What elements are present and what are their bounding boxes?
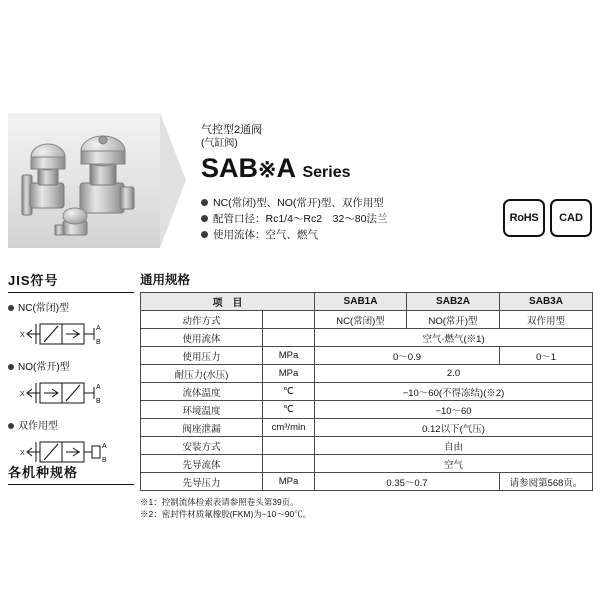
row-label: 阀座泄漏 <box>141 419 263 437</box>
jis-symbol-diagram-nc <box>18 318 134 350</box>
row-label: 耐压力(水压) <box>141 365 263 383</box>
model-spec-title: 各机种规格 <box>8 465 79 480</box>
row-unit: MPa <box>263 473 315 491</box>
row-value: NC(常闭)型 <box>315 311 407 329</box>
header-text-block <box>201 113 531 243</box>
row-value: 2.0 <box>315 365 593 383</box>
header-subtitle-2: (气缸阀) <box>201 138 238 149</box>
table-note: ※2：密封件材质氟橡胶(FKM)为−10〜90℃。 <box>140 509 312 519</box>
row-label: 环境温度 <box>141 401 263 419</box>
section-divider <box>8 292 134 293</box>
table-header-sab2a: SAB2A <box>407 293 500 311</box>
row-unit <box>263 455 315 473</box>
jis-symbol-section <box>8 270 134 476</box>
bullet-dot-icon <box>8 305 14 311</box>
svg-text:X: X <box>20 391 25 398</box>
table-header-sab3a: SAB3A <box>500 293 593 311</box>
row-unit: cm³/min <box>263 419 315 437</box>
row-label: 使用压力 <box>141 347 263 365</box>
svg-text:X: X <box>20 332 25 339</box>
row-unit <box>263 437 315 455</box>
row-value: −10〜60(不得冻结)(※2) <box>315 383 593 401</box>
spec-table-title: 通用规格 <box>140 273 191 287</box>
table-note: ※1：控制流体检索表请参照卷头第39页。 <box>140 497 299 507</box>
jis-symbol-label-double <box>8 417 134 432</box>
row-label: 先导压力 <box>141 473 263 491</box>
bullet-dot-icon <box>201 231 208 238</box>
table-row <box>141 473 593 491</box>
svg-text:A: A <box>96 325 101 332</box>
bullet-dot-icon <box>8 423 14 429</box>
row-label: 使用流体 <box>141 329 263 347</box>
series-word: Series <box>302 164 351 181</box>
table-row <box>141 419 593 437</box>
table-row <box>141 383 593 401</box>
row-unit <box>263 311 315 329</box>
row-value: 空气·燃气(※1) <box>315 329 593 347</box>
jis-symbol-text: NO(常开)型 <box>18 362 70 373</box>
feature-bullet <box>201 195 531 211</box>
banner-arrow <box>160 113 186 248</box>
table-row <box>141 311 593 329</box>
svg-text:B: B <box>96 398 101 405</box>
series-mark: ※ <box>258 157 277 182</box>
row-unit: ℃ <box>263 401 315 419</box>
row-value-reference[interactable]: 请参阅第568页。 <box>500 473 593 491</box>
table-row <box>141 401 593 419</box>
jis-symbol-diagram-no <box>18 377 134 409</box>
section-divider <box>8 484 134 485</box>
row-value: 双作用型 <box>500 311 593 329</box>
feature-bullet-text: 配管口径：Rc1/4〜Rc2 32〜80法兰 <box>213 213 388 225</box>
table-row <box>141 347 593 365</box>
jis-symbol-label-no <box>8 358 134 373</box>
bullet-dot-icon <box>8 364 14 370</box>
row-value: −10〜60 <box>315 401 593 419</box>
valve-illustration <box>8 113 160 248</box>
row-label: 动作方式 <box>141 311 263 329</box>
bullet-dot-icon <box>201 199 208 206</box>
row-value: 自由 <box>315 437 593 455</box>
table-header-row <box>141 293 593 311</box>
jis-symbol-label-nc <box>8 299 134 314</box>
jis-section-title: JIS符号 <box>8 273 59 288</box>
svg-text:B: B <box>102 457 107 464</box>
table-header-item: 项 目 <box>141 293 315 311</box>
table-row <box>141 329 593 347</box>
cad-badge: CAD <box>550 199 592 237</box>
jis-symbol-text: 双作用型 <box>18 421 58 432</box>
table-row <box>141 437 593 455</box>
row-value: 0〜0.9 <box>315 347 500 365</box>
row-label: 安装方式 <box>141 437 263 455</box>
feature-bullet <box>201 211 531 227</box>
row-unit: MPa <box>263 365 315 383</box>
header-subtitle-1: 气控型2通阀 <box>201 124 263 136</box>
rohs-badge: RoHS <box>503 199 545 237</box>
svg-text:A: A <box>102 443 107 450</box>
svg-text:X: X <box>20 450 25 457</box>
table-row <box>141 365 593 383</box>
row-value: 0.12以下(气压) <box>315 419 593 437</box>
table-header-sab1a: SAB1A <box>315 293 407 311</box>
row-value: NO(常开)型 <box>407 311 500 329</box>
series-suffix: A <box>276 153 295 183</box>
feature-bullets <box>201 195 531 243</box>
row-value: 0.35〜0.7 <box>315 473 500 491</box>
jis-symbol-text: NC(常闭)型 <box>18 303 70 314</box>
model-spec-section <box>8 462 134 491</box>
header-banner <box>8 113 592 248</box>
svg-text:B: B <box>96 339 101 346</box>
table-notes <box>140 496 592 520</box>
valve-symbol-no <box>18 377 122 409</box>
product-photo <box>8 113 160 248</box>
row-unit <box>263 329 315 347</box>
row-unit: MPa <box>263 347 315 365</box>
valve-symbol-nc <box>18 318 122 350</box>
row-label: 流体温度 <box>141 383 263 401</box>
svg-text:A: A <box>96 384 101 391</box>
table-row <box>141 455 593 473</box>
feature-bullet <box>201 227 531 243</box>
general-spec-section <box>140 270 592 520</box>
row-label: 先导流体 <box>141 455 263 473</box>
certification-badges <box>503 199 592 237</box>
bullet-dot-icon <box>201 215 208 222</box>
feature-bullet-text: 使用流体：空气、燃气 <box>213 229 318 241</box>
series-name: SAB <box>201 153 259 183</box>
series-title <box>201 152 531 189</box>
row-value: 空气 <box>315 455 593 473</box>
row-value: 0〜1 <box>500 347 593 365</box>
spec-table <box>140 292 593 491</box>
row-unit: ℃ <box>263 383 315 401</box>
feature-bullet-text: NC(常闭)型、NO(常开)型、双作用型 <box>213 197 384 209</box>
